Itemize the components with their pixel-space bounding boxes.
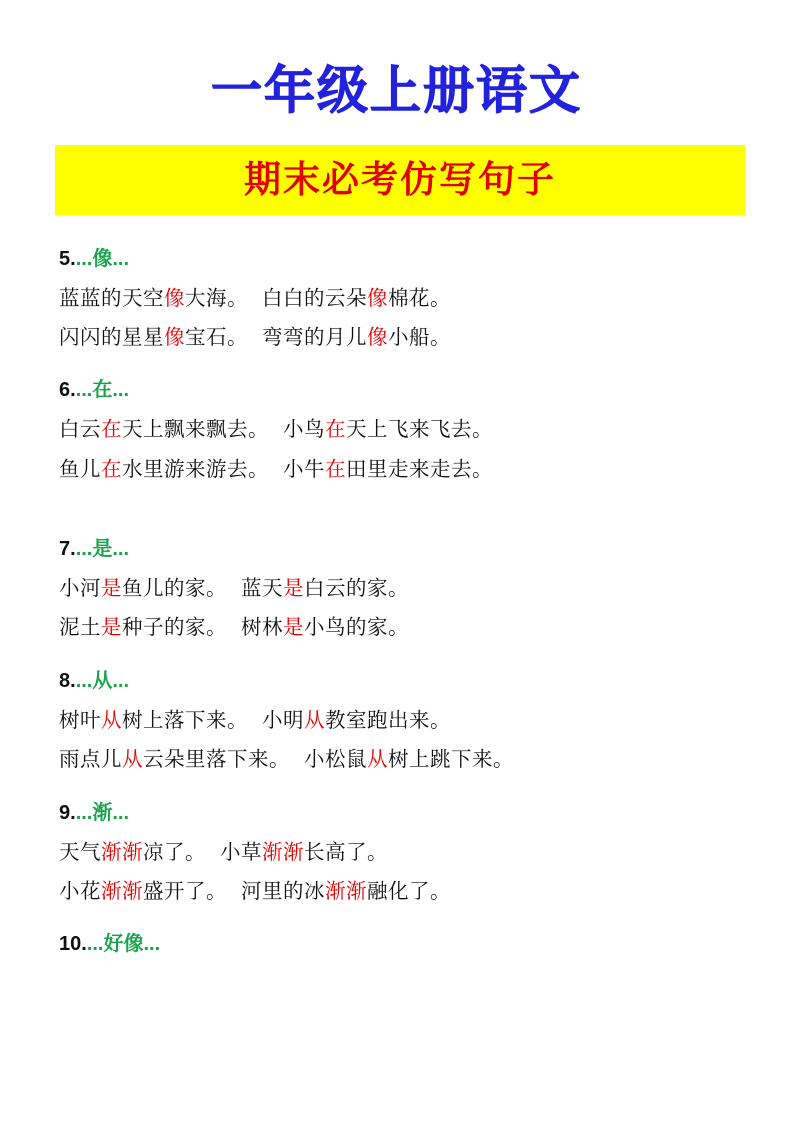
sentence-group xyxy=(59,372,734,489)
highlighted-keyword: 在 xyxy=(101,418,122,442)
sentence-text: 融化了。 xyxy=(367,879,451,903)
highlighted-keyword: 是 xyxy=(283,616,304,640)
highlighted-keyword: 渐渐 xyxy=(101,879,143,903)
group-number: 6. xyxy=(59,379,76,402)
sentence-text: 云朵里落下来。 xyxy=(143,748,290,772)
sentence-text: 小船。 xyxy=(388,326,451,349)
example-sentence-line xyxy=(59,569,734,608)
highlighted-keyword: 像 xyxy=(164,286,185,310)
highlighted-keyword: 从 xyxy=(367,748,388,772)
group-keyword: ...好像... xyxy=(86,933,161,956)
group-number: 9. xyxy=(59,801,76,824)
highlighted-keyword: 从 xyxy=(304,708,325,732)
page-title: 一年级上册语文 xyxy=(210,62,582,119)
sentence-text: 田里走来走去。 xyxy=(346,457,493,481)
highlighted-keyword: 在 xyxy=(325,418,346,442)
sentence-text: 蓝蓝的天空 xyxy=(59,286,164,310)
sentence-text: 大海。 xyxy=(185,286,248,310)
sentence-text: 天上飘来飘去。 xyxy=(122,418,269,442)
sentence-group xyxy=(59,926,734,962)
sentence-text: 小牛 xyxy=(283,457,325,481)
example-sentence-line xyxy=(59,450,734,489)
sentence-text: 雨点儿 xyxy=(59,748,122,772)
sentence-group xyxy=(59,663,734,780)
group-keyword: ...是... xyxy=(75,538,130,561)
highlighted-keyword: 渐渐 xyxy=(101,840,143,864)
example-sentence-line xyxy=(59,410,734,449)
group-heading xyxy=(59,926,734,962)
highlighted-keyword: 渐渐 xyxy=(262,840,304,864)
highlighted-keyword: 在 xyxy=(101,457,122,481)
highlighted-keyword: 从 xyxy=(101,708,122,732)
example-sentence-line xyxy=(59,318,734,357)
group-number: 10. xyxy=(59,933,87,956)
sentence-group xyxy=(59,531,734,648)
sentence-text: 白白的云朵 xyxy=(262,286,367,310)
sentence-text: 泥土 xyxy=(59,616,101,640)
group-keyword: ...从... xyxy=(75,669,130,692)
sentence-text: 鱼儿 xyxy=(59,457,101,481)
group-heading xyxy=(59,372,734,408)
example-sentence-line xyxy=(59,872,734,911)
group-keyword: ...渐... xyxy=(75,801,130,824)
sentence-text: 蓝天 xyxy=(241,577,283,601)
highlighted-keyword: 从 xyxy=(122,748,143,772)
highlighted-keyword: 在 xyxy=(325,457,346,481)
highlighted-keyword: 渐渐 xyxy=(325,879,367,903)
group-number: 7. xyxy=(59,538,76,561)
group-number: 5. xyxy=(59,247,76,270)
sentence-text: 小河 xyxy=(59,577,101,601)
example-sentence-line xyxy=(59,833,734,872)
highlighted-keyword: 是 xyxy=(101,616,122,640)
group-number: 8. xyxy=(59,669,76,692)
sentence-groups xyxy=(55,241,738,963)
sentence-text: 小草 xyxy=(220,840,262,864)
sentence-text: 闪闪的星星 xyxy=(59,326,164,349)
example-sentence-line xyxy=(59,701,734,740)
sentence-text: 小松鼠 xyxy=(304,748,367,772)
sentence-text: 小鸟的家。 xyxy=(304,616,409,640)
sentence-text: 弯弯的月儿 xyxy=(262,326,367,349)
sentence-text: 树上跳下来。 xyxy=(388,748,514,772)
sentence-text: 天气 xyxy=(59,840,101,864)
group-heading xyxy=(59,241,734,277)
sentence-group xyxy=(59,795,734,912)
sentence-text: 河里的冰 xyxy=(241,879,325,903)
sentence-text: 树叶 xyxy=(59,708,101,732)
sentence-text: 天上飞来飞去。 xyxy=(346,418,493,442)
group-keyword: ...在... xyxy=(75,379,130,402)
highlighted-keyword: 是 xyxy=(101,577,122,601)
sentence-text: 盛开了。 xyxy=(143,879,227,903)
example-sentence-line xyxy=(59,608,734,647)
highlighted-keyword: 是 xyxy=(283,577,304,601)
subtitle-banner xyxy=(55,145,745,215)
example-sentence-line xyxy=(59,740,734,779)
group-heading xyxy=(59,795,734,831)
sentence-text: 小鸟 xyxy=(283,418,325,442)
sentence-text: 小明 xyxy=(262,708,304,732)
sentence-group xyxy=(59,241,734,358)
highlighted-keyword: 像 xyxy=(367,286,388,310)
sentence-text: 鱼儿的家。 xyxy=(122,577,227,601)
sentence-text: 白云的家。 xyxy=(304,577,409,601)
sentence-text: 长高了。 xyxy=(304,840,388,864)
highlighted-keyword: 像 xyxy=(367,326,388,349)
group-keyword: ...像... xyxy=(75,247,130,270)
group-heading xyxy=(59,531,734,567)
sentence-text: 白云 xyxy=(59,418,101,442)
subtitle-text: 期末必考仿写句子 xyxy=(244,159,556,201)
sentence-text: 树林 xyxy=(241,616,283,640)
example-sentence-line xyxy=(59,279,734,318)
sentence-text: 小花 xyxy=(59,879,101,903)
sentence-text: 宝石。 xyxy=(185,326,248,349)
group-heading xyxy=(59,663,734,699)
sentence-text: 树上落下来。 xyxy=(122,708,248,732)
sentence-text: 种子的家。 xyxy=(122,616,227,640)
highlighted-keyword: 像 xyxy=(164,326,185,349)
sentence-text: 水里游来游去。 xyxy=(122,457,269,481)
sentence-text: 教室跑出来。 xyxy=(325,708,451,732)
sentence-text: 凉了。 xyxy=(143,840,206,864)
sentence-text: 棉花。 xyxy=(388,286,451,310)
